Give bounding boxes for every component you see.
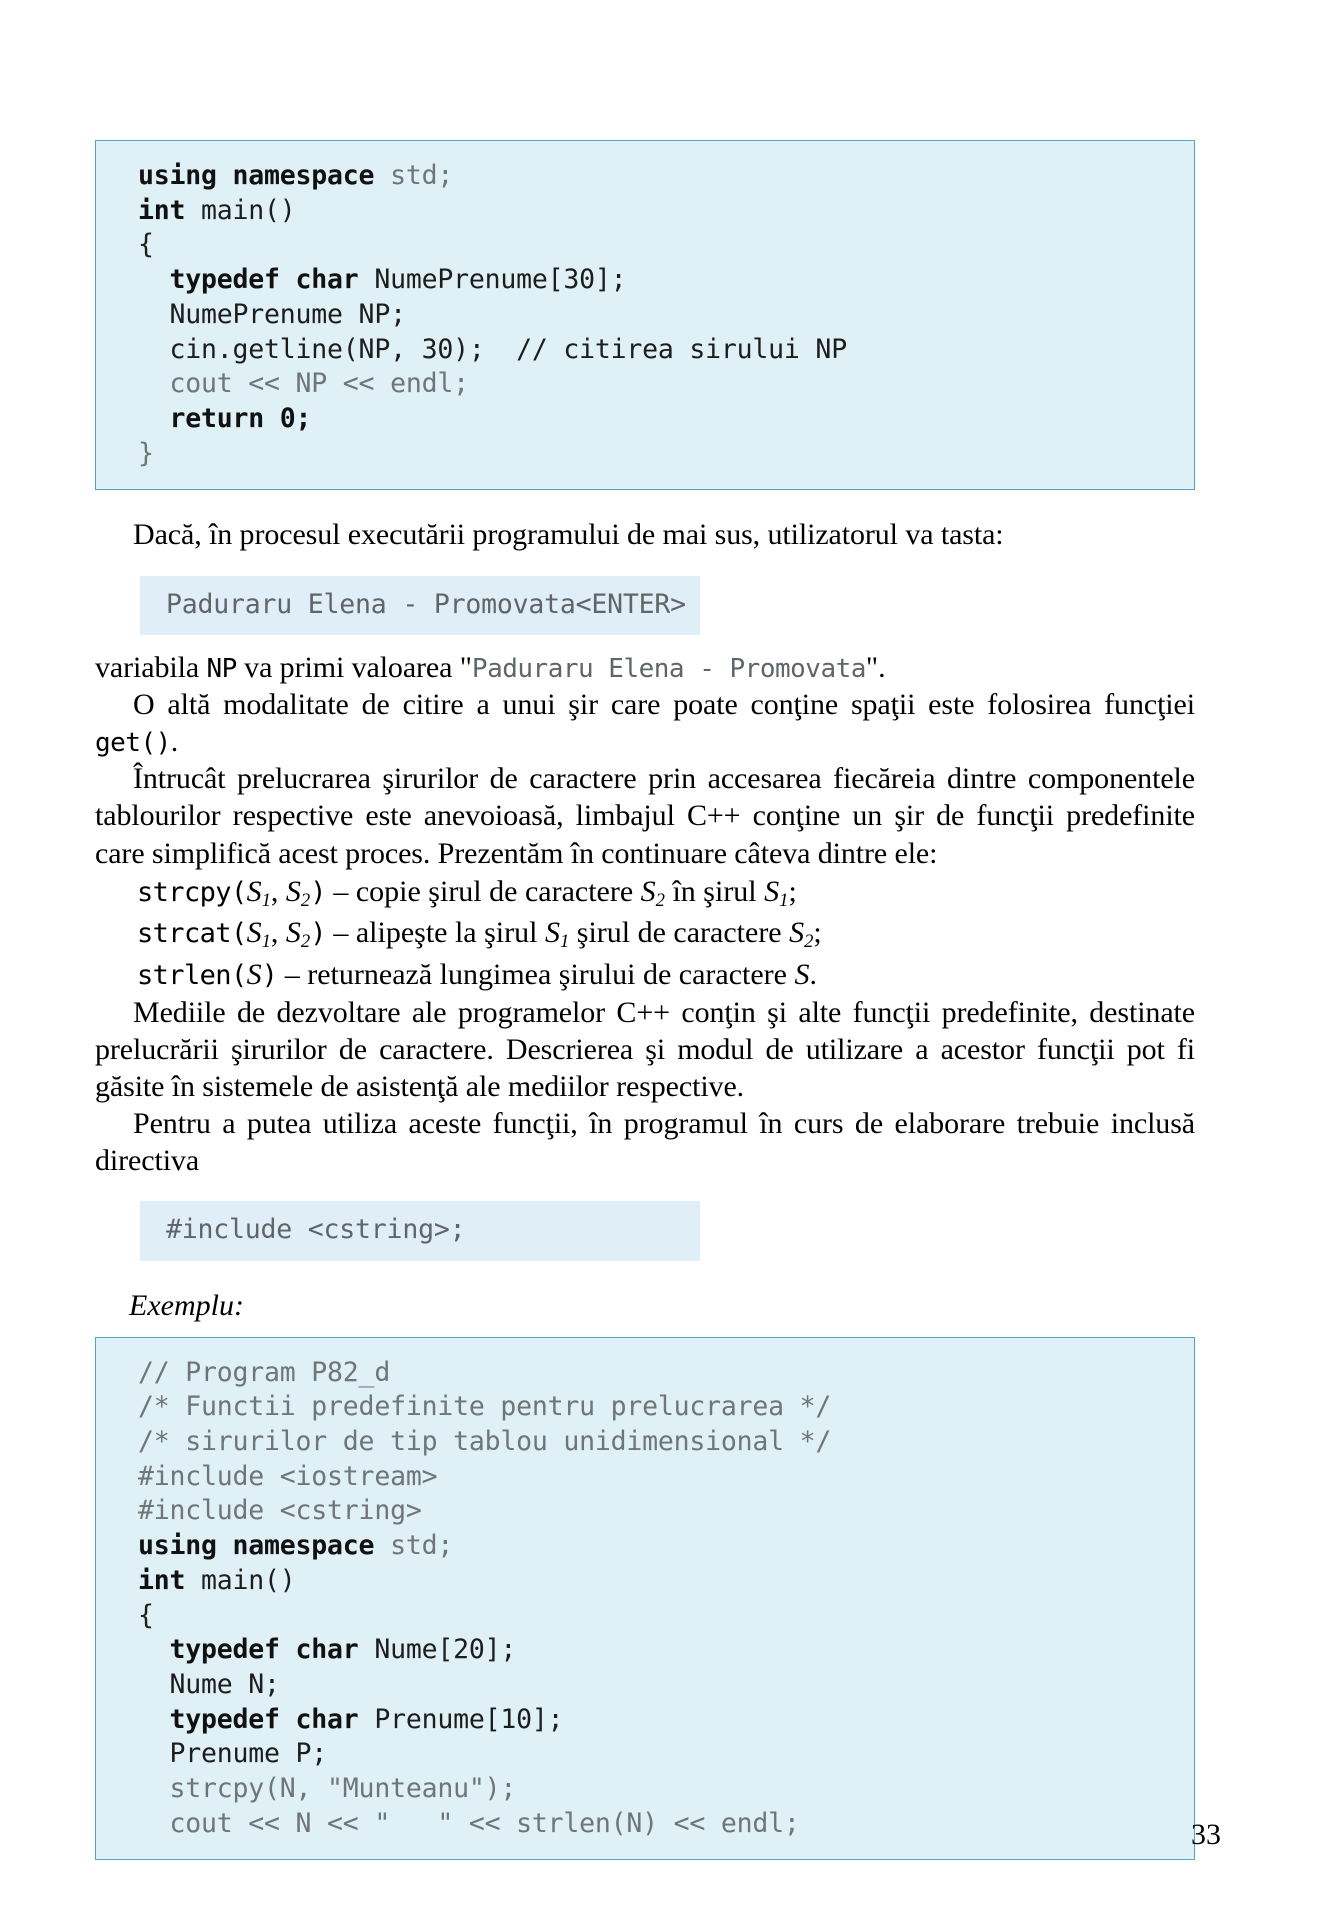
page-number: 33: [1191, 1818, 1221, 1851]
code-line: [138, 1668, 1194, 1703]
func-arg1-strcpy: $S_1$: [246, 874, 271, 911]
paragraph-pentru: Pentru a putea utiliza aceste funcţii, în programul în curs de elaborare trebuie inclusă directiva: [95, 1107, 1195, 1178]
code-segment: NumePrenume NP;: [138, 298, 406, 330]
code-line: [138, 228, 1194, 263]
func-desc-a-strcat: – alipeşte la şirul: [325, 916, 545, 950]
code-line: [138, 1599, 1194, 1634]
func-d2-strcat: $S_2$: [789, 916, 814, 953]
func-name-strcpy: strcpy: [137, 876, 231, 908]
func-paren-close-strlen: ): [261, 959, 278, 991]
code-segment: typedef char: [138, 1703, 375, 1735]
func-d2-strcpy: $S_1$: [764, 874, 789, 911]
func-d1-strlen: S: [794, 957, 810, 991]
code-line: [138, 194, 1194, 229]
code-segment: Nume[20];: [374, 1634, 517, 1666]
func-arg2-strcat: $S_2$: [285, 916, 311, 953]
code-line: [138, 1564, 1194, 1599]
code-line: [138, 1460, 1194, 1495]
input-snippet-wrapper: [140, 576, 1195, 635]
paragraph-variabila: [95, 649, 1195, 686]
paragraph-mediile: Mediile de dezvoltare ale programelor C++ conţin şi alte funcţii predefinite, destinate prelucrării şirurilor de caractere. Descrierea şi modul de utilizare a acestor funcţii pot fi găsite în sistemele de asistenţă ale mediilor respective.: [95, 995, 1195, 1103]
function-line-strlen: [95, 955, 1195, 994]
function-line-strcat: [95, 913, 1195, 954]
code-segment: cin.getline(NP, 30); // citirea sirului NP: [138, 333, 847, 365]
code-segment: using namespace: [138, 1530, 391, 1562]
code-segment: typedef char: [138, 1634, 375, 1666]
code-line: [138, 159, 1194, 194]
func-paren-open-strlen: (: [230, 959, 247, 991]
code-line: [138, 333, 1194, 368]
code-segment: 0;: [279, 402, 312, 434]
func-desc-a-strcpy: – copie şirul de caractere: [325, 874, 641, 908]
function-line-strcpy: [95, 872, 1195, 913]
include-directive-snippet: #include <cstring>;: [140, 1201, 700, 1260]
exemplu-label: Exemplu:: [129, 1288, 244, 1322]
input-example-snippet: Paduraru Elena - Promovata<ENTER>: [140, 576, 700, 635]
code-segment: {: [138, 229, 154, 261]
func-desc-a-strlen: – returnează lungimea şirului de caractere: [277, 957, 795, 991]
func-paren-open-strcpy: (: [230, 876, 247, 908]
page-content: [95, 140, 1195, 1860]
code-line: [138, 1703, 1194, 1738]
code-segment: main(): [201, 1564, 296, 1596]
code-segment: Nume N;: [138, 1668, 280, 1700]
code-segment: int: [138, 194, 202, 226]
code-segment: main(): [201, 194, 296, 226]
func-desc-b-strcat: şirul de caractere: [569, 916, 790, 950]
func-arg1-strcat: $S_1$: [246, 916, 271, 953]
code-segment: NumePrenume[30];: [374, 264, 627, 296]
code-segment: cout << N << " " << strlen(N) << endl;: [138, 1807, 800, 1839]
code-segment: #include <cstring>: [138, 1495, 422, 1527]
code-line: [138, 1425, 1194, 1460]
func-desc-c-strlen: .: [809, 957, 817, 991]
code-line: [138, 1807, 1194, 1842]
code-line: [138, 1633, 1194, 1668]
func-name-strcat: strcat: [137, 918, 231, 950]
inline-string-value: Paduraru Elena - Promovata: [471, 653, 866, 684]
code-line: [138, 1737, 1194, 1772]
code-line: [138, 298, 1194, 333]
code-segment: #include <iostream>: [138, 1460, 438, 1492]
text-after-get: .: [170, 725, 179, 759]
code-line: [138, 1494, 1194, 1529]
func-paren-close-strcat: ): [310, 918, 326, 950]
code-line: [138, 263, 1194, 298]
code-line: [138, 402, 1194, 437]
func-arg1-strlen: S: [246, 957, 262, 991]
code-block-getline: [95, 140, 1195, 490]
code-segment: int: [138, 1564, 202, 1596]
func-desc-c-strcat: ;: [813, 916, 822, 950]
func-d1-strcpy: $S_2$: [640, 874, 665, 911]
code-segment: /* sirurilor de tip tablou unidimensional */: [138, 1425, 832, 1457]
code-segment: strcpy(N, "Munteanu");: [138, 1773, 517, 1805]
func-desc-b-strcpy: în şirul: [664, 874, 765, 908]
paragraph-daca: Dacă, în procesul executării programului de mai sus, utilizatorul va tasta:: [133, 518, 1004, 552]
code-line: [138, 1529, 1194, 1564]
code-line: [138, 1390, 1194, 1425]
func-comma-strcat: ,: [270, 916, 286, 950]
inline-func-get: get(): [95, 728, 171, 759]
code-segment: std;: [390, 1530, 454, 1562]
code-segment: Prenume P;: [138, 1738, 328, 1770]
function-list: [95, 872, 1195, 994]
text-before-var: variabila: [95, 650, 207, 684]
code-segment: return: [138, 402, 280, 434]
inline-var-np: NP: [206, 653, 237, 684]
func-desc-c-strcpy: ;: [788, 874, 797, 908]
code-segment: cout << NP << endl;: [138, 368, 469, 400]
code-line: [138, 1772, 1194, 1807]
code-segment: /* Functii predefinite pentru prelucrarea */: [138, 1391, 832, 1423]
code-segment: // Program P82_d: [138, 1356, 391, 1388]
func-name-strlen: strlen: [137, 959, 231, 991]
include-snippet-wrapper: [140, 1201, 1195, 1260]
func-comma-strcpy: ,: [270, 874, 286, 908]
code-segment: std;: [390, 160, 454, 191]
func-d1-strcat: $S_1$: [544, 916, 570, 953]
code-line: [138, 367, 1194, 402]
code-block-p82d: [95, 1337, 1195, 1861]
text-before-get: O altă modalitate de citire a unui şir care poate conţine spaţii este folosirea funcţiei: [133, 687, 1195, 721]
code-segment: Prenume[10];: [374, 1703, 564, 1735]
func-paren-open-strcat: (: [230, 918, 247, 950]
code-line: [138, 1356, 1194, 1391]
text-middle: va primi valoarea ": [236, 650, 472, 684]
func-arg2-strcpy: $S_2$: [285, 874, 311, 911]
code-segment: typedef char: [138, 264, 375, 296]
paragraph-intrucat: Întrucât prelucrarea şirurilor de caractere prin accesarea fiecăreia dintre componentele tablourilor respective este anevoioasă, limbajul C++ conţine un şir de funcţii predefinite care simplifică acest proces. Prezentăm în continuare câteva dintre ele:: [95, 762, 1195, 870]
func-paren-close-strcpy: ): [310, 876, 326, 908]
code-segment: {: [138, 1599, 154, 1631]
code-segment: }: [138, 437, 154, 469]
paragraph-alta-modalitate: [95, 686, 1195, 760]
text-after: ".: [865, 650, 886, 684]
code-segment: using namespace: [138, 160, 391, 191]
code-line: [138, 437, 1194, 472]
